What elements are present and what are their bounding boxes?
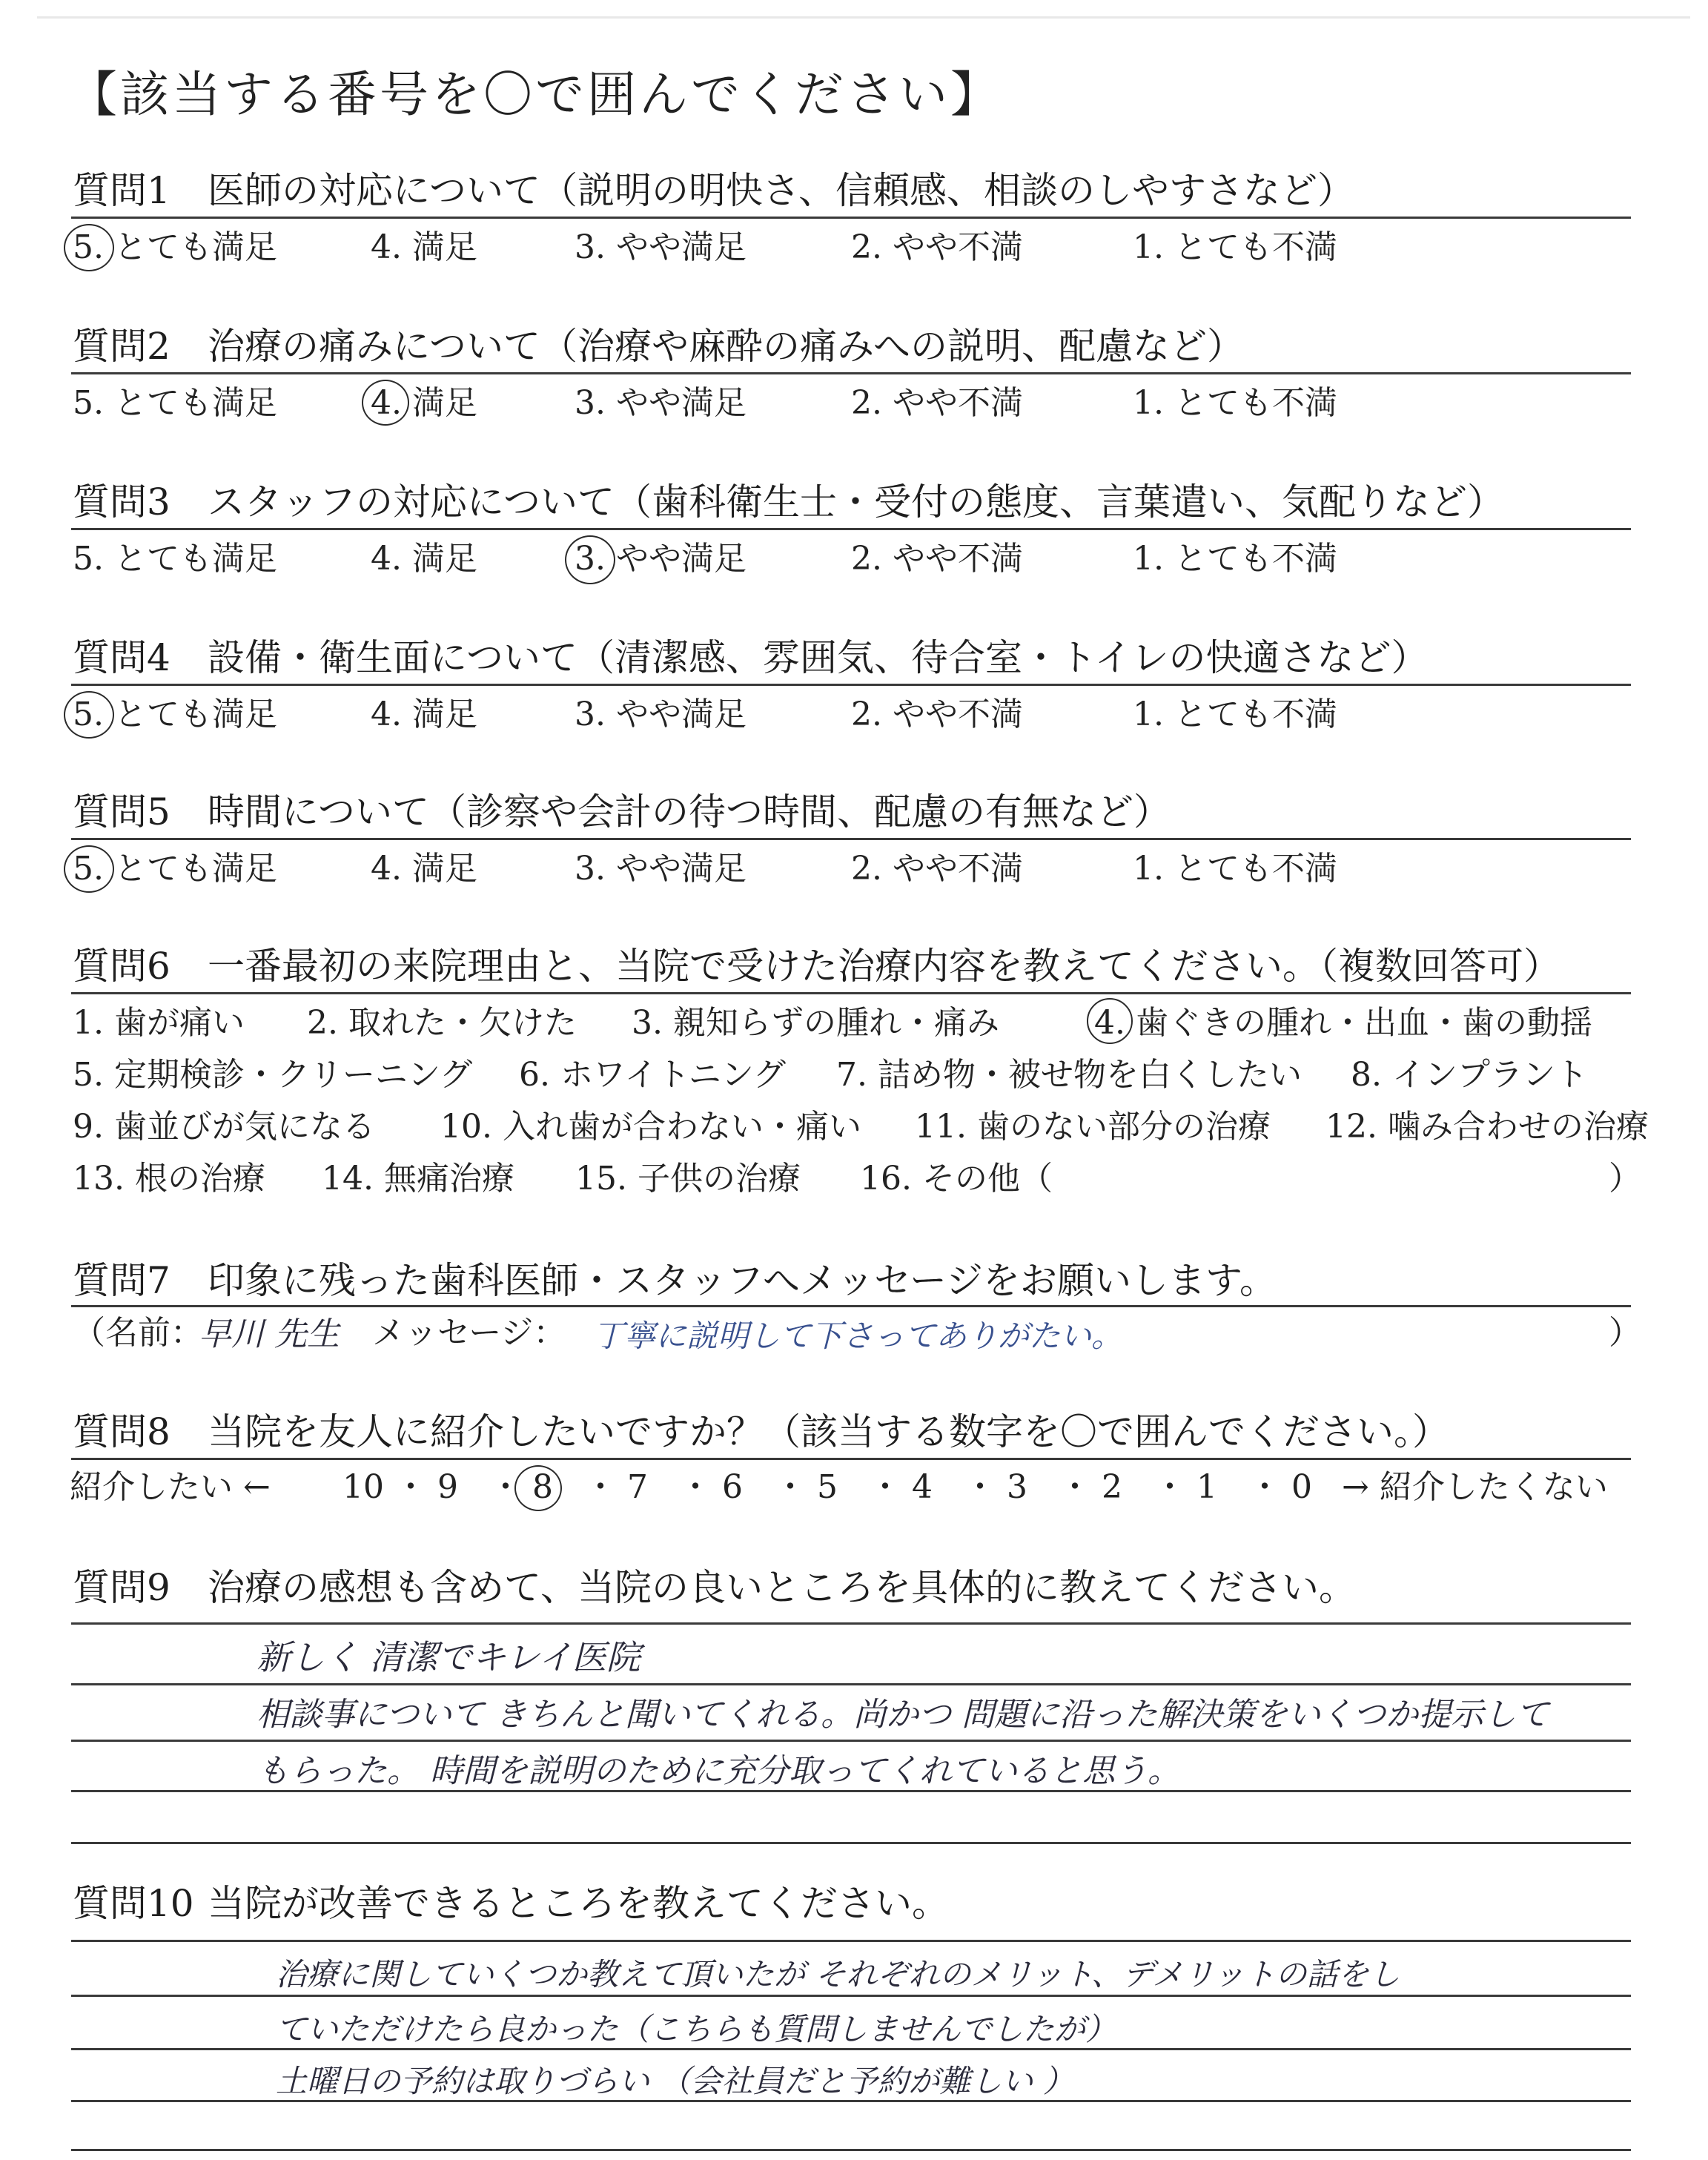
q3-text: スタッフの対応について（歯科衛生士・受付の態度、言葉遣い、気配りなど） [208,480,1504,524]
q8-scale-separator: ・ [584,1468,617,1506]
q8-right-label: → 紹介したくない [1342,1468,1608,1506]
q7-close: ） [1609,1314,1641,1352]
q10-text: 当院が改善できるところを教えてください。 [208,1882,949,1925]
page-title: 【該当する番号を〇で囲んでください】 [68,66,1002,123]
q1-option-5[interactable]: 5. とても満足 [73,228,277,266]
q10-answer-line-3[interactable]: 土曜日の予約は取りづらい （会社員だと予約が難しい ） [276,2063,1074,2099]
q6-label: 質問6 [73,945,171,988]
q6-option-13[interactable]: 13. 根の治療 [73,1160,265,1198]
q5-option-1[interactable]: 1. とても不満 [1133,850,1337,888]
q6-option-9[interactable]: 9. 歯並びが気になる [73,1108,375,1146]
q9-write-line-2 [71,1683,1631,1685]
q6-other-close: ） [1609,1160,1641,1198]
q9-write-line-1 [71,1622,1631,1625]
q4-option-3[interactable]: 3. やや満足 [575,696,747,733]
q8-scale-8[interactable]: 8 [532,1468,553,1506]
q6-option-14[interactable]: 14. 無痛治療 [322,1160,514,1198]
q7-message-label: メッセージ： [372,1314,566,1352]
q4-rule [71,684,1631,686]
q8-scale-separator: ・ [1153,1468,1186,1506]
q8-scale-5[interactable]: 5 [817,1468,838,1506]
q4-option-1[interactable]: 1. とても不満 [1133,696,1337,733]
q8-scale-9[interactable]: 9 [437,1468,458,1506]
q9-answer-line-2[interactable]: 相談事について きちんと聞いてくれる。尚かつ 問題に沿った解決策をいくつか提示して [256,1696,1549,1734]
q7-message-value[interactable]: 丁寧に説明して下さってありがたい。 [593,1318,1123,1354]
q9-write-line-5 [71,1842,1631,1844]
q9-answer-line-1[interactable]: 新しく 清潔でキレイ医院 [256,1637,640,1677]
q5-label: 質問5 [73,790,171,833]
q8-label: 質問8 [73,1410,171,1453]
q6-rule [71,992,1631,994]
q6-option-12[interactable]: 12. 噛み合わせの治療 [1325,1108,1649,1146]
q8-scale-0[interactable]: 0 [1291,1468,1312,1506]
q4-option-2[interactable]: 2. やや不満 [851,696,1023,733]
q6-option-2[interactable]: 2. 取れた・欠けた [307,1004,577,1042]
q6-option-4[interactable]: 4. 歯ぐきの腫れ・出血・歯の動揺 [1094,1004,1592,1042]
q8-scale-separator: ・ [394,1468,427,1506]
q3-option-2[interactable]: 2. やや不満 [851,540,1023,578]
q8-text: 当院を友人に紹介したいですか？（該当する数字を〇で囲んでください。） [208,1410,1449,1453]
q6-option-15[interactable]: 15. 子供の治療 [575,1160,801,1198]
q6-option-6[interactable]: 6. ホワイトニング [519,1056,787,1094]
q7-rule [71,1305,1631,1307]
q8-scale-6[interactable]: 6 [722,1468,743,1506]
q8-left-label: 紹介したい ← [70,1468,271,1506]
q4-label: 質問4 [73,636,171,679]
q8-scale-separator: ・ [869,1468,901,1506]
q7-text: 印象に残った歯科医師・スタッフへメッセージをお願いします。 [208,1259,1277,1302]
q3-label: 質問3 [73,480,171,524]
q7-name-label: （名前： [73,1314,203,1352]
q5-text: 時間について（診察や会計の待つ時間、配慮の有無など） [208,790,1171,833]
q7-name-value[interactable]: 早川 先生 [199,1315,340,1353]
q2-option-1[interactable]: 1. とても不満 [1133,384,1337,422]
q6-option-8[interactable]: 8. インプラント [1351,1056,1588,1094]
q8-scale-2[interactable]: 2 [1102,1468,1122,1506]
q2-option-4[interactable]: 4. 満足 [371,384,477,422]
q8-scale-3[interactable]: 3 [1007,1468,1027,1506]
q8-rule [71,1458,1631,1460]
q2-label: 質問2 [73,325,171,368]
q4-text: 設備・衛生面について（清潔感、雰囲気、待合室・トイレの快適さなど） [208,636,1429,679]
q8-scale-10[interactable]: 10 [342,1468,384,1506]
q2-option-2[interactable]: 2. やや不満 [851,384,1023,422]
q8-scale-1[interactable]: 1 [1196,1468,1217,1506]
q10-answer-line-2[interactable]: ていただけたら良かった（こちらも質問しませんでしたが） [276,2011,1117,2047]
q6-option-5[interactable]: 5. 定期検診・クリーニング [73,1056,473,1094]
q2-option-5[interactable]: 5. とても満足 [73,384,277,422]
q8-scale-separator: ・ [964,1468,996,1506]
q2-rule [71,372,1631,374]
page-top-border [37,16,1690,19]
q8-scale-separator: ・ [679,1468,712,1506]
q8-scale-separator: ・ [489,1468,522,1506]
q3-option-5[interactable]: 5. とても満足 [73,540,277,578]
q10-label: 質問10 [73,1882,194,1925]
q1-option-1[interactable]: 1. とても不満 [1133,228,1337,266]
q4-option-4[interactable]: 4. 満足 [371,696,477,733]
q1-option-4[interactable]: 4. 満足 [371,228,477,266]
q9-label: 質問9 [73,1566,171,1609]
q9-answer-line-3[interactable]: もらった。 時間を説明のために充分取ってくれていると思う。 [256,1752,1180,1790]
q6-option-3[interactable]: 3. 親知らずの腫れ・痛み [632,1004,999,1042]
q8-scale-separator: ・ [1248,1468,1281,1506]
q6-option-16[interactable]: 16. その他（ [860,1160,1053,1198]
q8-scale-separator: ・ [774,1468,807,1506]
q8-scale-7[interactable]: 7 [627,1468,648,1506]
q6-option-7[interactable]: 7. 詰め物・被せ物を白くしたい [836,1056,1302,1094]
q2-text: 治療の痛みについて（治療や麻酔の痛みへの説明、配慮など） [208,325,1244,368]
q6-option-11[interactable]: 11. 歯のない部分の治療 [915,1108,1271,1146]
q6-option-1[interactable]: 1. 歯が痛い [73,1004,245,1042]
q5-option-3[interactable]: 3. やや満足 [575,850,747,888]
q1-label: 質問1 [73,169,171,212]
q2-option-3[interactable]: 3. やや満足 [575,384,747,422]
q9-write-line-3 [71,1740,1631,1742]
q1-rule [71,217,1631,219]
q10-write-line-1 [71,1940,1631,1942]
q5-option-4[interactable]: 4. 満足 [371,850,477,888]
q3-rule [71,528,1631,530]
q10-write-line-2 [71,1995,1631,1997]
q5-option-5[interactable]: 5. とても満足 [73,850,277,888]
q4-option-5[interactable]: 5. とても満足 [73,696,277,733]
q6-text: 一番最初の来院理由と、当院で受けた治療内容を教えてください。（複数回答可） [208,945,1560,988]
q1-text: 医師の対応について（説明の明快さ、信頼感、相談のしやすさなど） [208,169,1354,212]
q5-rule [71,838,1631,840]
q9-text: 治療の感想も含めて、当院の良いところを具体的に教えてください。 [208,1566,1356,1609]
q5-option-2[interactable]: 2. やや不満 [851,850,1023,888]
q3-option-3[interactable]: 3. やや満足 [575,540,747,578]
q8-scale-separator: ・ [1059,1468,1091,1506]
q10-answer-line-1[interactable]: 治療に関していくつか教えて頂いたが それぞれのメリット、デメリットの話をし [276,1956,1400,1992]
q3-option-1[interactable]: 1. とても不満 [1133,540,1337,578]
q6-option-10[interactable]: 10. 入れ歯が合わない・痛い [440,1108,861,1146]
q1-option-2[interactable]: 2. やや不満 [851,228,1023,266]
q1-option-3[interactable]: 3. やや満足 [575,228,747,266]
q8-scale-4[interactable]: 4 [912,1468,933,1506]
q10-write-line-5 [71,2149,1631,2151]
q7-label: 質問7 [73,1259,171,1302]
q3-option-4[interactable]: 4. 満足 [371,540,477,578]
